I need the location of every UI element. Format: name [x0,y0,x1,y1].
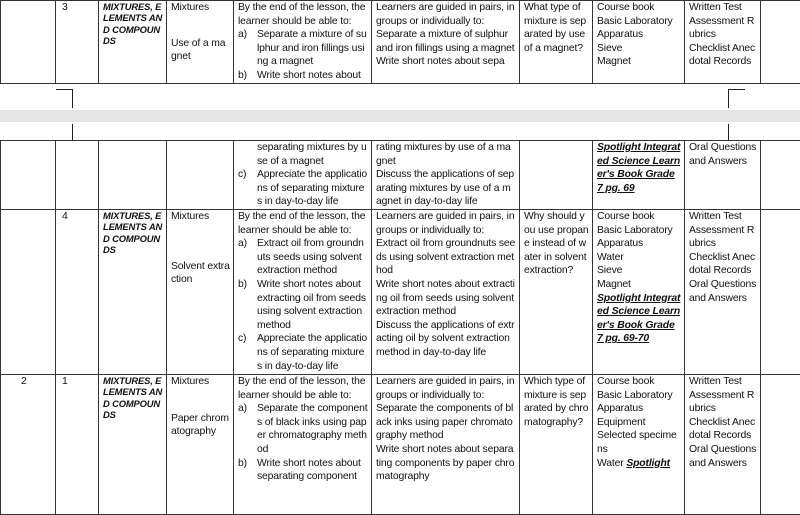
textbook-reference: Spotlight Integrated Science Learner's Book Grade 7 pg. 69 [597,141,681,195]
textbook-reference: Spotlight Integrated Science Learner's Book Grade 7 pg. 69-70 [597,292,681,346]
objective-item: b) Write short notes about separating component [238,457,368,484]
inquiry-question-cell: Why should you use propane instead of water in solvent extraction? [520,209,593,374]
activity-line: Extract oil from groundnuts seeds using solvent extraction method [376,237,516,278]
objective-item: b) Write short notes about extracting oil from seeds using solvent extraction method [238,278,368,332]
assessment-cell [685,141,761,210]
objectives-continued: separating mixtures by use of a magnet [238,141,368,168]
page-break-gap [0,110,800,122]
week-cell [1,141,56,210]
assessment-cell [685,374,761,514]
objective-item: a) Separate a mixture of sulphur and iron fillings using a magnet [238,28,368,69]
activity-line: Write short notes about separating components by paper chromatography [376,443,516,484]
substrand-name: Mixtures [171,210,230,224]
objectives-intro: By the end of the lesson, the learner should be able to: [238,1,368,28]
assessment-item: Checklist Anecdotal Records [689,42,757,69]
activity-line: Discuss the applications of separating mixtures by use of a magnet in day-to-day life [376,168,516,209]
lesson-cell: 1 [56,374,99,514]
inquiry-question-cell [520,141,593,210]
activity-line: Learners are guided in pairs, in groups or individually to: [376,375,516,402]
resource-item: Apparatus [597,28,681,42]
strand-cell: MIXTURES, ELEMENTS AND COMPOUNDS [99,374,167,514]
resources-cell [593,374,685,514]
objective-item: c) Appreciate the applications of separating mixtures in day-to-day life [238,168,368,209]
strand-cell: MIXTURES, ELEMENTS AND COMPOUNDS [99,1,167,84]
assessment-item: Oral Questions and Answers [689,443,757,470]
activities-cell [372,209,520,374]
resource-item: Magnet [597,55,681,69]
substrand-cell [167,209,234,374]
assessment-item: Assessment Rubrics [689,224,757,251]
objective-item: c) Appreciate the applications of separating mixtures in day-to-day life [238,332,368,373]
substrand-detail: Solvent extraction [171,260,230,287]
remarks-cell [761,374,800,514]
textbook-reference: Spotlight [626,458,670,469]
assessment-item: Checklist Anecdotal Records [689,251,757,278]
objectives-cell [234,1,372,84]
resources-cell [593,141,685,210]
assessment-item: Written Test [689,1,757,15]
objective-item: b) Write short notes about [238,69,368,83]
inquiry-question-cell: Which type of mixture is separated by chromatography? [520,374,593,514]
table-row [1,141,800,210]
assessment-item: Oral Questions and Answers [689,278,757,305]
substrand-detail: Use of a magnet [171,37,230,64]
assessment-cell [685,209,761,374]
crop-mark-top-right [728,89,745,108]
activities-cell [372,374,520,514]
scheme-table-bottom [0,140,800,515]
resource-item: Equipment [597,416,681,430]
objectives-cell [234,141,372,210]
activity-line: Write short notes about sepa [376,55,516,69]
resource-item: Basic Laboratory [597,389,681,403]
remarks-cell [761,1,800,84]
activities-cell [372,1,520,84]
week-cell: 2 [1,374,56,514]
strand-cell [99,141,167,210]
assessment-item: Written Test [689,210,757,224]
assessment-item: Assessment Rubrics [689,389,757,416]
objective-item: a) Extract oil from groundnuts seeds using solvent extraction method [238,237,368,278]
table-row [1,1,800,84]
scheme-table-top [0,0,800,84]
objectives-cell [234,374,372,514]
resource-item: Basic Laboratory [597,224,681,238]
resource-item: Water Spotlight [597,457,681,471]
activity-line: Separate a mixture of sulphur and iron fillings using a magnet [376,28,516,55]
activity-line: rating mixtures by use of a magnet [376,141,516,168]
strand-cell: MIXTURES, ELEMENTS AND COMPOUNDS [99,209,167,374]
inquiry-question-cell: What type of mixture is separated by use of a magnet? [520,1,593,84]
activity-line: Discuss the applications of extracting oil by solvent extraction method in day-to-day life [376,319,516,360]
crop-mark-bottom-right [728,124,745,141]
table-row [1,374,800,514]
resource-item: Sieve [597,42,681,56]
activity-line: Separate the components of black inks using paper chromatography method [376,402,516,443]
substrand-detail: Paper chromatography [171,412,230,439]
resource-item: Water [597,251,681,265]
resource-item: Selected specimens [597,429,681,456]
resources-cell [593,209,685,374]
resource-item: Basic Laboratory [597,15,681,29]
activity-line: Write short notes about extracting oil from seeds using solvent extraction method [376,278,516,319]
substrand-name: Mixtures [171,1,230,15]
resource-item: Magnet [597,278,681,292]
activity-line: Learners are guided in pairs, in groups or individually to: [376,1,516,28]
resource-item: Sieve [597,264,681,278]
objectives-intro: By the end of the lesson, the learner should be able to: [238,375,368,402]
resources-cell [593,1,685,84]
assessment-item: Written Test [689,375,757,389]
remarks-cell [761,209,800,374]
resource-item: Apparatus [597,237,681,251]
resource-item: Course book [597,210,681,224]
week-cell [1,209,56,374]
activities-cell [372,141,520,210]
resource-item: Course book [597,1,681,15]
remarks-cell [761,141,800,210]
lesson-cell [56,141,99,210]
substrand-cell [167,1,234,84]
crop-mark-top-left [56,89,73,108]
assessment-cell [685,1,761,84]
substrand-cell [167,374,234,514]
page-bottom-fragment [0,140,800,489]
page-top-fragment [0,0,800,84]
table-row [1,209,800,374]
lesson-cell: 4 [56,209,99,374]
resource-item: Course book [597,375,681,389]
objectives-cell [234,209,372,374]
objectives-intro: By the end of the lesson, the learner should be able to: [238,210,368,237]
crop-mark-bottom-left [56,124,73,141]
activity-line: Learners are guided in pairs, in groups or individually to: [376,210,516,237]
substrand-cell [167,141,234,210]
week-cell [1,1,56,84]
lesson-cell: 3 [56,1,99,84]
objective-item: a) Separate the components of black inks using paper chromatography method [238,402,368,456]
substrand-name: Mixtures [171,375,230,389]
assessment-item: Checklist Anecdotal Records [689,416,757,443]
assessment-item: Assessment Rubrics [689,15,757,42]
assessment-item: Oral Questions and Answers [689,141,757,168]
resource-item: Apparatus [597,402,681,416]
